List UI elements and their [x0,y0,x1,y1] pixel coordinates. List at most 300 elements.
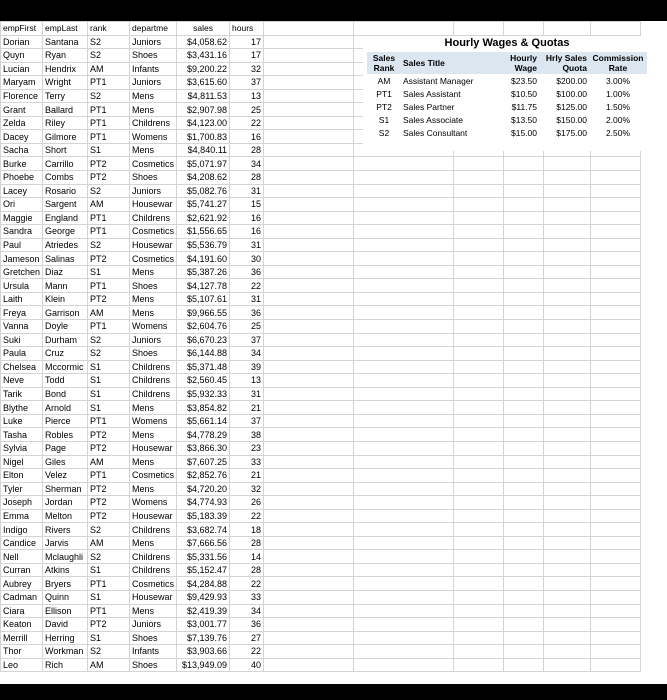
cell-rank[interactable]: PT1 [88,604,130,618]
empty-cell[interactable] [264,306,354,320]
cell-emp-last[interactable]: Gilmore [43,130,88,144]
cell-rank[interactable]: AM [88,658,130,672]
cell-department[interactable]: Womens [130,130,177,144]
cell-hours[interactable]: 34 [230,157,264,171]
empty-cell[interactable] [544,387,591,401]
empty-cell[interactable] [591,482,641,496]
cell-hours[interactable]: 32 [230,482,264,496]
empty-cell[interactable] [264,645,354,659]
empty-cell[interactable] [591,306,641,320]
cell-hours[interactable]: 13 [230,374,264,388]
cell-emp-first[interactable]: Grant [1,103,43,117]
cell-rank[interactable]: S2 [88,347,130,361]
empty-cell[interactable] [544,455,591,469]
empty-cell[interactable] [544,306,591,320]
empty-cell[interactable] [264,590,354,604]
empty-cell[interactable] [504,563,544,577]
cell-sales[interactable]: $5,932.33 [177,387,230,401]
cell-emp-last[interactable]: Quinn [43,590,88,604]
cell-hours[interactable]: 22 [230,116,264,130]
wages-header-title[interactable]: Sales Title [401,52,491,74]
empty-cell[interactable] [591,347,641,361]
cell-emp-last[interactable]: Mann [43,279,88,293]
cell-department[interactable]: Juniors [130,35,177,49]
empty-cell[interactable] [264,658,354,672]
empty-cell[interactable] [264,631,354,645]
empty-cell[interactable] [264,618,354,632]
wages-header-rank[interactable]: Sales Rank [367,52,401,74]
wages-cell-wage[interactable]: $11.75 [511,101,537,112]
cell-emp-last[interactable]: Giles [43,455,88,469]
cell-emp-first[interactable]: Tarik [1,387,43,401]
cell-hours[interactable]: 25 [230,103,264,117]
empty-cell[interactable] [264,428,354,442]
empty-cell[interactable] [591,157,641,171]
cell-hours[interactable]: 16 [230,225,264,239]
empty-cell[interactable] [544,252,591,266]
cell-sales[interactable]: $5,387.26 [177,265,230,279]
cell-sales[interactable]: $9,200.22 [177,62,230,76]
empty-cell[interactable] [591,577,641,591]
cell-emp-first[interactable]: Burke [1,157,43,171]
cell-sales[interactable]: $13,949.09 [177,658,230,672]
cell-rank[interactable]: S1 [88,563,130,577]
cell-emp-last[interactable]: Durham [43,333,88,347]
cell-rank[interactable]: S1 [88,590,130,604]
empty-cell[interactable] [354,550,454,564]
empty-cell[interactable] [354,590,454,604]
cell-department[interactable]: Infants [130,62,177,76]
cell-hours[interactable]: 40 [230,658,264,672]
empty-cell[interactable] [504,658,544,672]
cell-hours[interactable]: 22 [230,577,264,591]
empty-cell[interactable] [504,333,544,347]
cell-hours[interactable]: 17 [230,49,264,63]
empty-cell[interactable] [504,536,544,550]
empty-cell[interactable] [354,387,454,401]
cell-emp-last[interactable]: Salinas [43,252,88,266]
empty-cell[interactable] [591,184,641,198]
cell-sales[interactable]: $4,208.62 [177,171,230,185]
empty-cell[interactable] [591,171,641,185]
cell-hours[interactable]: 31 [230,292,264,306]
empty-cell[interactable] [354,496,454,510]
empty-cell[interactable] [454,469,504,483]
empty-cell[interactable] [504,238,544,252]
cell-emp-first[interactable]: Neve [1,374,43,388]
wages-cell-commission[interactable]: 1.00% [605,88,631,99]
cell-emp-first[interactable]: Indigo [1,523,43,537]
cell-rank[interactable]: PT2 [88,157,130,171]
cell-emp-first[interactable]: Cadman [1,590,43,604]
cell-emp-first[interactable]: Suki [1,333,43,347]
empty-cell[interactable] [591,590,641,604]
empty-cell[interactable] [544,374,591,388]
cell-department[interactable]: Cosmetics [130,577,177,591]
empty-cell[interactable] [354,618,454,632]
empty-cell[interactable] [544,401,591,415]
cell-emp-last[interactable]: Combs [43,171,88,185]
empty-cell[interactable] [264,496,354,510]
cell-sales[interactable]: $5,371.48 [177,360,230,374]
cell-sales[interactable]: $5,107.61 [177,292,230,306]
empty-cell[interactable] [504,631,544,645]
cell-emp-last[interactable]: Cruz [43,347,88,361]
empty-cell[interactable] [354,306,454,320]
cell-emp-first[interactable]: Vanna [1,320,43,334]
empty-cell[interactable] [454,306,504,320]
empty-cell[interactable] [454,482,504,496]
empty-cell[interactable] [544,645,591,659]
empty-cell[interactable] [591,292,641,306]
cell-hours[interactable]: 36 [230,306,264,320]
cell-hours[interactable]: 38 [230,428,264,442]
empty-cell[interactable] [544,157,591,171]
wages-cell-quota[interactable]: $100.00 [556,88,587,99]
empty-cell[interactable] [544,320,591,334]
cell-sales[interactable]: $5,082.76 [177,184,230,198]
wages-header-commission[interactable]: Commission Rate [589,52,647,74]
cell-department[interactable]: Housewar [130,509,177,523]
empty-cell[interactable] [504,590,544,604]
cell-sales[interactable]: $3,615.60 [177,76,230,90]
cell-emp-last[interactable]: Mccormic [43,360,88,374]
cell-sales[interactable]: $4,811.53 [177,89,230,103]
cell-hours[interactable]: 34 [230,604,264,618]
empty-cell[interactable] [264,347,354,361]
empty-cell[interactable] [354,238,454,252]
empty-cell[interactable] [544,563,591,577]
empty-cell[interactable] [591,198,641,212]
empty-cell[interactable] [544,658,591,672]
cell-sales[interactable]: $4,123.00 [177,116,230,130]
cell-hours[interactable]: 17 [230,35,264,49]
cell-emp-last[interactable]: Riley [43,116,88,130]
cell-emp-first[interactable]: Sacha [1,143,43,157]
cell-rank[interactable]: PT2 [88,252,130,266]
empty-cell[interactable] [454,292,504,306]
cell-rank[interactable]: S1 [88,265,130,279]
cell-hours[interactable]: 28 [230,171,264,185]
cell-sales[interactable]: $9,429.93 [177,590,230,604]
empty-cell[interactable] [354,360,454,374]
empty-cell[interactable] [454,577,504,591]
empty-cell[interactable] [544,482,591,496]
cell-emp-first[interactable]: Thor [1,645,43,659]
cell-department[interactable]: Mens [130,292,177,306]
cell-rank[interactable]: PT2 [88,618,130,632]
cell-hours[interactable]: 32 [230,62,264,76]
empty-cell[interactable] [354,441,454,455]
cell-emp-first[interactable]: Leo [1,658,43,672]
cell-rank[interactable]: S2 [88,550,130,564]
empty-cell[interactable] [591,279,641,293]
empty-cell[interactable] [504,225,544,239]
empty-cell[interactable] [591,265,641,279]
empty-cell[interactable] [544,333,591,347]
cell-sales[interactable]: $5,183.39 [177,509,230,523]
empty-cell[interactable] [504,428,544,442]
cell-rank[interactable]: AM [88,198,130,212]
cell-emp-last[interactable]: Rivers [43,523,88,537]
cell-hours[interactable]: 16 [230,211,264,225]
cell-emp-last[interactable]: Robles [43,428,88,442]
cell-department[interactable]: Mens [130,306,177,320]
cell-hours[interactable]: 15 [230,198,264,212]
cell-hours[interactable]: 28 [230,563,264,577]
empty-cell[interactable] [264,469,354,483]
empty-cell[interactable] [591,604,641,618]
cell-emp-first[interactable]: Paul [1,238,43,252]
cell-rank[interactable]: S1 [88,143,130,157]
empty-cell[interactable] [454,279,504,293]
cell-sales[interactable]: $2,560.45 [177,374,230,388]
cell-sales[interactable]: $4,058.62 [177,35,230,49]
cell-emp-first[interactable]: Maggie [1,211,43,225]
empty-cell[interactable] [454,550,504,564]
empty-cell[interactable] [354,577,454,591]
cell-sales[interactable]: $4,284.88 [177,577,230,591]
cell-department[interactable]: Housewar [130,238,177,252]
cell-emp-last[interactable]: Wright [43,76,88,90]
cell-rank[interactable]: PT2 [88,292,130,306]
empty-cell[interactable] [454,374,504,388]
cell-rank[interactable]: PT1 [88,130,130,144]
wages-header-quota[interactable]: Hrly Sales Quota [539,52,589,74]
cell-hours[interactable]: 28 [230,143,264,157]
cell-emp-last[interactable]: Page [43,441,88,455]
cell-emp-first[interactable]: Emma [1,509,43,523]
empty-cell[interactable] [264,455,354,469]
empty-cell[interactable] [454,563,504,577]
cell-emp-first[interactable]: Ori [1,198,43,212]
empty-cell[interactable] [591,441,641,455]
cell-emp-last[interactable]: Terry [43,89,88,103]
wages-cell-wage[interactable]: $23.50 [511,75,537,86]
cell-rank[interactable]: S2 [88,184,130,198]
empty-cell[interactable] [591,428,641,442]
cell-emp-first[interactable]: Sandra [1,225,43,239]
cell-rank[interactable]: PT1 [88,279,130,293]
empty-cell[interactable] [504,252,544,266]
cell-department[interactable]: Mens [130,265,177,279]
cell-emp-last[interactable]: Herring [43,631,88,645]
empty-cell[interactable] [264,563,354,577]
cell-department[interactable]: Juniors [130,618,177,632]
empty-cell[interactable] [354,279,454,293]
header-empfirst[interactable]: empFirst [1,22,43,36]
empty-cell[interactable] [264,252,354,266]
cell-department[interactable]: Childrens [130,211,177,225]
wages-cell-rank[interactable]: PT2 [376,101,392,112]
cell-rank[interactable]: AM [88,536,130,550]
empty-cell[interactable] [544,509,591,523]
cell-sales[interactable]: $4,774.93 [177,496,230,510]
cell-department[interactable]: Shoes [130,171,177,185]
empty-cell[interactable] [264,116,354,130]
cell-emp-last[interactable]: Ellison [43,604,88,618]
empty-cell[interactable] [454,198,504,212]
wages-cell-wage[interactable]: $15.00 [511,127,537,138]
empty-cell[interactable] [354,157,454,171]
cell-emp-last[interactable]: England [43,211,88,225]
empty-cell[interactable] [264,577,354,591]
cell-emp-last[interactable]: Sargent [43,198,88,212]
cell-rank[interactable]: PT1 [88,211,130,225]
cell-sales[interactable]: $1,556.65 [177,225,230,239]
empty-cell[interactable] [354,482,454,496]
cell-department[interactable]: Juniors [130,333,177,347]
cell-hours[interactable]: 37 [230,414,264,428]
empty-cell[interactable] [591,645,641,659]
cell-sales[interactable]: $4,778.29 [177,428,230,442]
empty-cell[interactable] [544,238,591,252]
cell-department[interactable]: Mens [130,428,177,442]
wages-cell-quota[interactable]: $200.00 [556,75,587,86]
wages-cell-title[interactable]: Sales Partner [403,101,455,112]
cell-department[interactable]: Juniors [130,76,177,90]
empty-cell[interactable] [354,523,454,537]
header-department[interactable]: departme [130,22,177,36]
cell-emp-last[interactable]: Hendrix [43,62,88,76]
cell-sales[interactable]: $6,144.88 [177,347,230,361]
cell-hours[interactable]: 21 [230,401,264,415]
cell-sales[interactable]: $4,840.11 [177,143,230,157]
empty-cell[interactable] [454,401,504,415]
empty-cell[interactable] [454,590,504,604]
empty-cell[interactable] [264,333,354,347]
empty-cell[interactable] [504,441,544,455]
cell-hours[interactable]: 26 [230,496,264,510]
cell-sales[interactable]: $2,419.39 [177,604,230,618]
empty-cell[interactable] [504,320,544,334]
empty-cell[interactable] [264,360,354,374]
cell-hours[interactable]: 37 [230,333,264,347]
empty-cell[interactable] [591,211,641,225]
cell-rank[interactable]: PT2 [88,428,130,442]
cell-department[interactable]: Shoes [130,279,177,293]
empty-cell[interactable] [264,171,354,185]
empty-cell[interactable] [504,360,544,374]
cell-rank[interactable]: PT1 [88,103,130,117]
cell-emp-first[interactable]: Aubrey [1,577,43,591]
cell-emp-first[interactable]: Sylvia [1,441,43,455]
empty-cell[interactable] [504,469,544,483]
empty-cell[interactable] [264,320,354,334]
empty-cell[interactable] [544,428,591,442]
cell-sales[interactable]: $3,001.77 [177,618,230,632]
empty-cell[interactable] [454,347,504,361]
empty-cell[interactable] [264,184,354,198]
empty-cell[interactable] [504,211,544,225]
empty-cell[interactable] [591,550,641,564]
empty-cell[interactable] [591,631,641,645]
cell-emp-first[interactable]: Nell [1,550,43,564]
cell-emp-last[interactable]: Garrison [43,306,88,320]
cell-hours[interactable]: 18 [230,523,264,537]
cell-department[interactable]: Childrens [130,360,177,374]
cell-rank[interactable]: PT1 [88,469,130,483]
empty-cell[interactable] [264,374,354,388]
cell-rank[interactable]: PT2 [88,441,130,455]
wages-cell-title[interactable]: Assistant Manager [403,75,474,86]
wages-cell-title[interactable]: Sales Assistant [403,88,461,99]
cell-sales[interactable]: $3,854.82 [177,401,230,415]
cell-hours[interactable]: 13 [230,89,264,103]
cell-emp-last[interactable]: Sherman [43,482,88,496]
wages-cell-title[interactable]: Sales Associate [403,114,464,125]
wages-cell-rank[interactable]: S2 [378,127,390,138]
cell-emp-first[interactable]: Luke [1,414,43,428]
empty-cell[interactable] [454,360,504,374]
empty-cell[interactable] [504,374,544,388]
empty-cell[interactable] [264,414,354,428]
empty-cell[interactable] [504,455,544,469]
empty-cell[interactable] [504,292,544,306]
empty-cell[interactable] [544,414,591,428]
empty-cell[interactable] [591,320,641,334]
cell-department[interactable]: Mens [130,482,177,496]
empty-cell[interactable] [504,279,544,293]
empty-cell[interactable] [504,496,544,510]
empty-cell[interactable] [544,604,591,618]
empty-cell[interactable] [264,35,354,49]
cell-emp-first[interactable]: Lucian [1,62,43,76]
wages-cell-title[interactable]: Sales Consultant [403,127,468,138]
empty-cell[interactable] [264,103,354,117]
cell-department[interactable]: Womens [130,496,177,510]
cell-emp-first[interactable]: Dorian [1,35,43,49]
empty-cell[interactable] [544,523,591,537]
wages-cell-quota[interactable]: $175.00 [556,127,587,138]
cell-emp-first[interactable]: Phoebe [1,171,43,185]
empty-cell[interactable] [454,252,504,266]
empty-cell[interactable] [591,238,641,252]
empty-cell[interactable] [504,604,544,618]
cell-emp-last[interactable]: Arnold [43,401,88,415]
empty-cell[interactable] [454,509,504,523]
cell-emp-first[interactable]: Quyn [1,49,43,63]
empty-cell[interactable] [454,441,504,455]
empty-cell[interactable] [264,482,354,496]
cell-emp-last[interactable]: Santana [43,35,88,49]
header-sales[interactable]: sales [177,22,230,36]
cell-rank[interactable]: PT2 [88,509,130,523]
cell-hours[interactable]: 31 [230,387,264,401]
cell-emp-first[interactable]: Dacey [1,130,43,144]
cell-hours[interactable]: 27 [230,631,264,645]
cell-hours[interactable]: 23 [230,441,264,455]
cell-rank[interactable]: S1 [88,374,130,388]
cell-department[interactable]: Mens [130,401,177,415]
empty-cell[interactable] [504,577,544,591]
empty-cell[interactable] [504,157,544,171]
empty-cell[interactable] [591,658,641,672]
empty-cell[interactable] [544,184,591,198]
cell-sales[interactable]: $3,866.30 [177,441,230,455]
cell-department[interactable]: Juniors [130,184,177,198]
empty-cell[interactable] [591,252,641,266]
cell-emp-first[interactable]: Blythe [1,401,43,415]
empty-cell[interactable] [591,414,641,428]
empty-cell[interactable] [264,401,354,415]
cell-department[interactable]: Womens [130,414,177,428]
cell-emp-first[interactable]: Candice [1,536,43,550]
cell-emp-first[interactable]: Tyler [1,482,43,496]
cell-emp-last[interactable]: Mclaughli [43,550,88,564]
empty-cell[interactable] [504,509,544,523]
empty-cell[interactable] [591,225,641,239]
